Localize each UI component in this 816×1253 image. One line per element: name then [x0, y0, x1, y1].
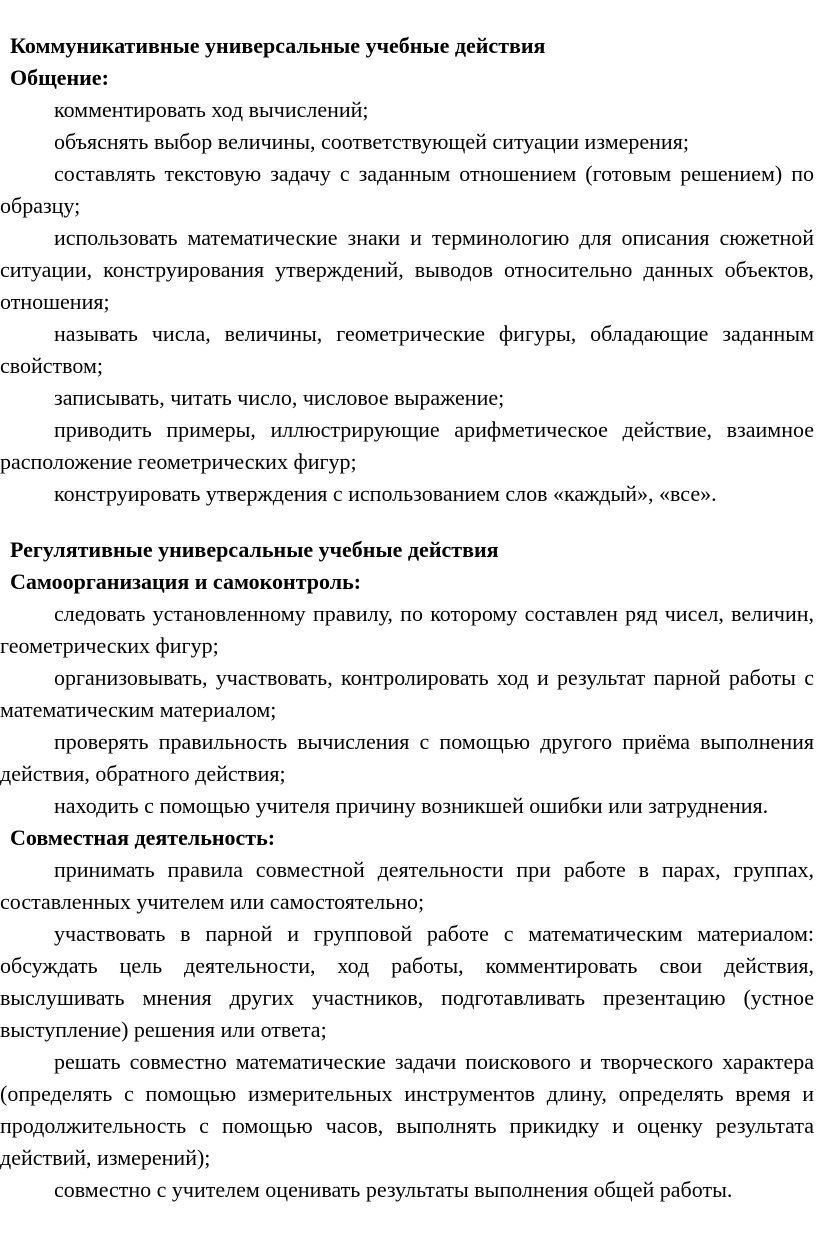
- list-item: совместно с учителем оценивать результаты выполнения общей работы.: [54, 1177, 733, 1202]
- section-title: Коммуникативные универсальные учебные действия: [10, 33, 546, 58]
- list-item: находить с помощью учителя причину возникшей ошибки или затруднения.: [54, 793, 769, 818]
- list-item: записывать, читать число, числовое выражение;: [54, 385, 505, 410]
- group-heading: Совместная деятельность:: [10, 825, 276, 850]
- group-heading: Самоорганизация и самоконтроль:: [10, 569, 362, 594]
- list-item: называть числа, величины, геометрические фигуры, обладающие заданным свойством;: [0, 321, 814, 378]
- list-item: решать совместно математические задачи поискового и творческого характера (определять с помощью измерительных инструментов длину, определять время и продолжительность с помощью часов, выполнять прикидку и оценку результата действий, измерений);: [0, 1049, 814, 1170]
- list-item: участвовать в парной и групповой работе с математическим материалом: обсуждать цель деятельности, ход работы, комментировать свои действия, выслушивать мнения других участников, подготавливать презентацию (устное выступление) решения или ответа;: [0, 921, 814, 1042]
- group-heading: Общение:: [10, 65, 109, 90]
- list-item: приводить примеры, иллюстрирующие арифметическое действие, взаимное расположение геометрических фигур;: [0, 417, 814, 474]
- list-item: принимать правила совместной деятельности при работе в парах, группах, составленных учителем или самостоятельно;: [0, 857, 814, 914]
- section-regulatory: [0, 534, 816, 1206]
- section-spacer: [0, 510, 816, 534]
- list-item: следовать установленному правилу, по которому составлен ряд чисел, величин, геометрических фигур;: [0, 601, 814, 658]
- document-page: [0, 30, 816, 1206]
- list-item: комментировать ход вычислений;: [54, 97, 369, 122]
- list-item: проверять правильность вычисления с помощью другого приёма выполнения действия, обратного действия;: [0, 729, 814, 786]
- section-communicative: [0, 30, 816, 510]
- list-item: составлять текстовую задачу с заданным отношением (готовым решением) по образцу;: [0, 161, 814, 218]
- list-item: организовывать, участвовать, контролировать ход и результат парной работы с математическим материалом;: [0, 665, 814, 722]
- list-item: объяснять выбор величины, соответствующей ситуации измерения;: [54, 129, 689, 154]
- list-item: использовать математические знаки и терминологию для описания сюжетной ситуации, конструирования утверждений, выводов относительно данных объектов, отношения;: [0, 225, 814, 314]
- list-item: конструировать утверждения с использованием слов «каждый», «все».: [54, 481, 717, 506]
- section-title: Регулятивные универсальные учебные действия: [10, 537, 499, 562]
